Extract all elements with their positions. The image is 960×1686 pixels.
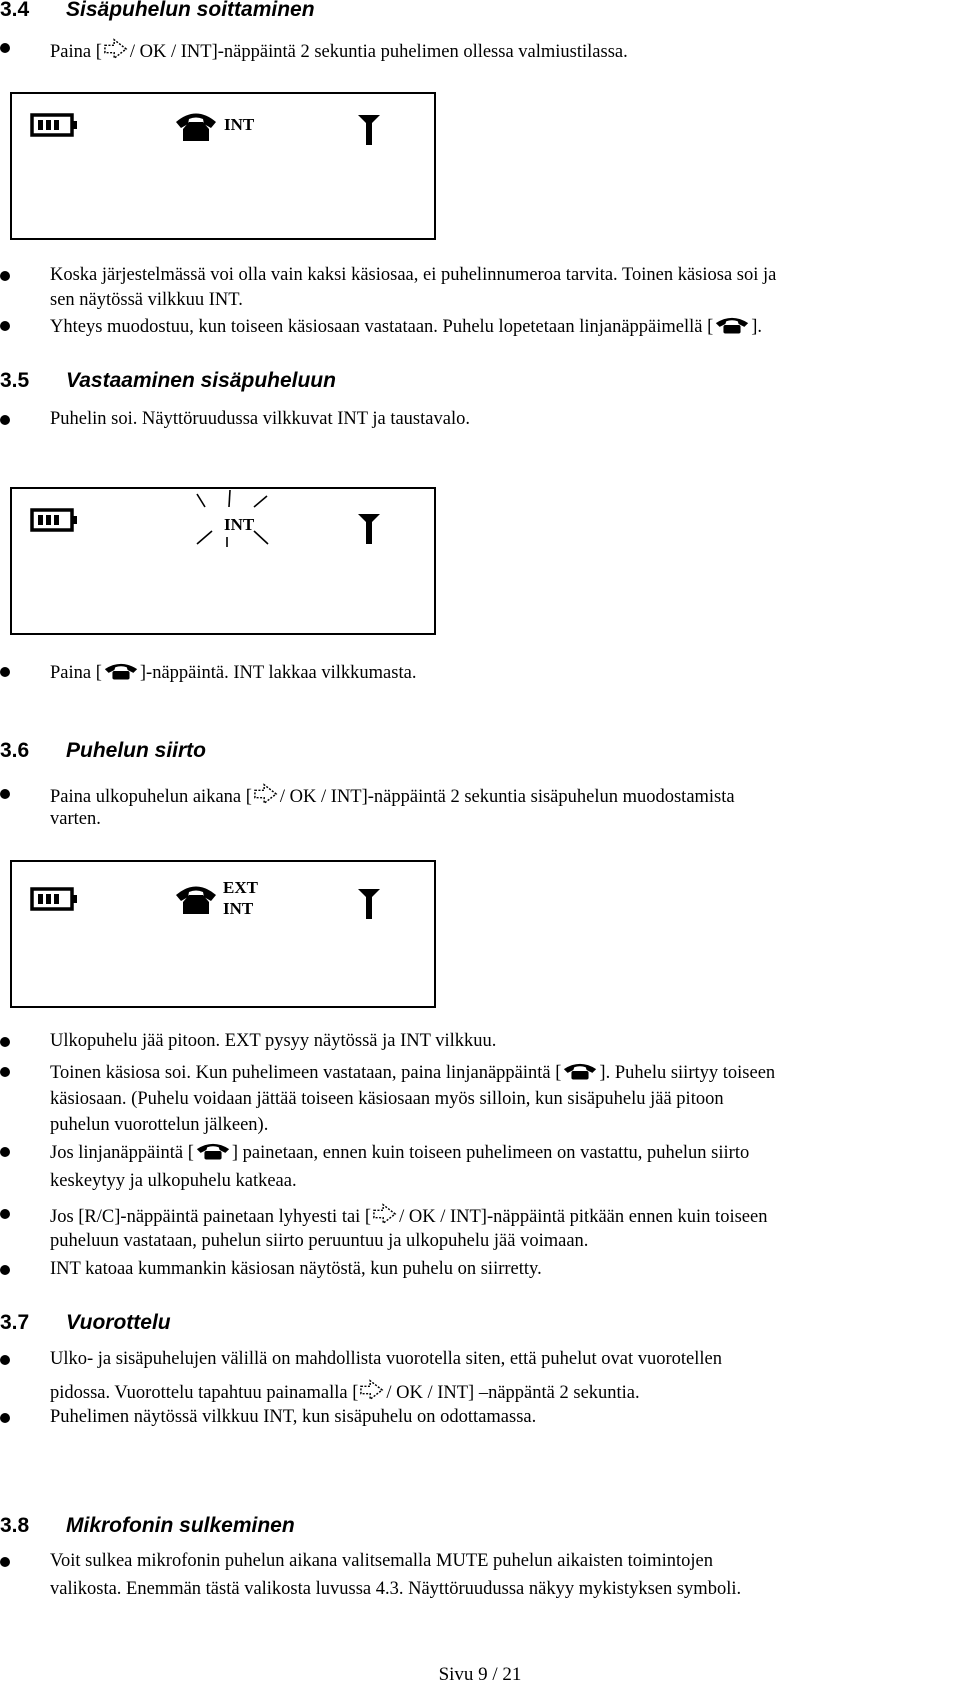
text-run: / OK / INT]-näppäintä 2 sekuntia sisäpuhelun muodostamista: [279, 787, 735, 807]
paragraph-line: [50, 660, 416, 684]
bullet-dot: [0, 1413, 10, 1423]
telephone-handset-icon: [194, 1140, 232, 1162]
section-title: Puhelun siirto: [66, 739, 207, 762]
bullet-dot: [0, 1209, 10, 1219]
display-ext-label: EXT: [223, 878, 258, 897]
text-run: Toinen käsiosa soi. Kun puhelimeen vastataan, paina linjanäppäintä [: [50, 1063, 562, 1083]
display-int-label: INT: [224, 515, 255, 534]
section-number: 3.5: [0, 369, 30, 392]
antenna-icon: [357, 511, 381, 545]
menu-arrow-icon: [102, 37, 130, 61]
paragraph-line: käsiosaan. (Puhelu voidaan jättää toiseen käsiosaan myös silloin, kun sisäpuhelu jää pitoon: [50, 1089, 724, 1109]
telephone-handset-icon: [174, 109, 218, 143]
section-title: Vastaaminen sisäpuheluun: [66, 369, 336, 392]
text-run: ] painetaan, ennen kuin toiseen puhelimeen on vastattu, puhelun siirto: [231, 1143, 750, 1163]
paragraph-line: puhelun vuorottelun jälkeen).: [50, 1115, 269, 1135]
section-title: Sisäpuhelun soittaminen: [66, 0, 315, 21]
text-run: ].: [751, 317, 763, 337]
lcd-display-transfer: [10, 860, 436, 1008]
battery-icon: [29, 112, 79, 138]
flashing-rays-icon: [172, 489, 272, 559]
paragraph-line: varten.: [50, 809, 101, 829]
battery-icon: [29, 507, 79, 533]
bullet-dot: [0, 1355, 10, 1365]
section-number: 3.4: [0, 0, 30, 21]
section-heading-3-8: [0, 1514, 295, 1538]
menu-arrow-icon: [371, 1202, 399, 1226]
paragraph-line: [50, 37, 628, 63]
paragraph-line: puheluun vastataan, puhelun siirto peruuntuu ja ulkopuhelu jää voimaan.: [50, 1231, 589, 1251]
menu-arrow-icon: [358, 1378, 386, 1402]
section-heading-3-4: [0, 0, 315, 22]
bullet-dot: [0, 43, 10, 53]
antenna-icon: [357, 886, 381, 920]
paragraph-line: valikosta. Enemmän tästä valikosta luvussa 4.3. Näyttöruudussa näkyy mykistyksen symboli.: [50, 1579, 742, 1599]
paragraph-line: Ulko- ja sisäpuhelujen välillä on mahdollista vuorotella siten, että puhelut ovat vuorotellen: [50, 1349, 723, 1369]
menu-arrow-icon: [252, 782, 280, 806]
paragraph-line: [50, 782, 735, 808]
text-run: / OK / INT] –näppäntä 2 sekuntia.: [386, 1383, 640, 1403]
text-run: Paina ulkopuhelun aikana [: [50, 787, 252, 807]
page-number-footer: Sivu 9 / 21: [438, 1664, 522, 1685]
telephone-handset-icon: [174, 882, 218, 916]
bullet-dot: [0, 1067, 10, 1077]
section-number: 3.8: [0, 1514, 30, 1537]
battery-icon: [29, 886, 79, 912]
paragraph-line: sen näytössä vilkkuu INT.: [50, 290, 243, 310]
text-run: Paina [: [50, 42, 102, 62]
paragraph-line: [50, 1202, 767, 1228]
bullet-dot: [0, 789, 10, 799]
paragraph-line: Puhelimen näytössä vilkkuu INT, kun sisäpuhelu on odottamassa.: [50, 1407, 537, 1427]
paragraph-line: [50, 1060, 775, 1084]
bullet-dot: [0, 1557, 10, 1567]
paragraph-line: [50, 1140, 749, 1164]
text-run: Yhteys muodostuu, kun toiseen käsiosaan vastataan. Puhelu lopetetaan linjanäppäimellä [: [50, 317, 714, 337]
text-run: Paina [: [50, 663, 102, 683]
display-int-label: INT: [223, 899, 254, 918]
paragraph-line: Ulkopuhelu jää pitoon. EXT pysyy näytössä ja INT vilkkuu.: [50, 1031, 497, 1051]
display-int-label: INT: [224, 115, 255, 134]
text-run: ]. Puhelu siirtyy toiseen: [599, 1063, 776, 1083]
lcd-display-ringing-int: [10, 487, 436, 635]
section-number: 3.6: [0, 739, 30, 762]
section-heading-3-6: [0, 739, 206, 763]
text-run: pidossa. Vuorottelu tapahtuu painamalla [: [50, 1383, 359, 1403]
paragraph-line: INT katoaa kummankin käsiosan näytöstä, kun puhelu on siirretty.: [50, 1259, 542, 1279]
section-heading-3-7: [0, 1311, 171, 1335]
bullet-dot: [0, 321, 10, 331]
section-title: Vuorottelu: [66, 1311, 171, 1334]
paragraph-line: [50, 314, 762, 338]
text-run: / OK / INT]-näppäintä pitkään ennen kuin toiseen: [399, 1207, 768, 1227]
antenna-icon: [357, 112, 381, 146]
telephone-handset-icon: [713, 314, 751, 336]
bullet-dot: [0, 1147, 10, 1157]
bullet-dot: [0, 1265, 10, 1275]
telephone-handset-icon: [102, 660, 140, 682]
paragraph-line: [50, 1378, 640, 1404]
section-heading-3-5: [0, 369, 336, 393]
text-run: Jos [R/C]-näppäintä painetaan lyhyesti tai [: [50, 1207, 372, 1227]
paragraph-line: Koska järjestelmässä voi olla vain kaksi käsiosaa, ei puhelinnumeroa tarvita. Toinen käsiosa soi ja: [50, 265, 777, 285]
text-run: Jos linjanäppäintä [: [50, 1143, 194, 1163]
bullet-dot: [0, 415, 10, 425]
bullet-dot: [0, 1037, 10, 1047]
paragraph-line: Voit sulkea mikrofonin puhelun aikana valitsemalla MUTE puhelun aikaisten toimintojen: [50, 1551, 713, 1571]
telephone-handset-icon: [561, 1060, 599, 1082]
text-run: ]-näppäintä. INT lakkaa vilkkumasta.: [139, 663, 417, 683]
section-number: 3.7: [0, 1311, 30, 1334]
paragraph-line: keskeytyy ja ulkopuhelu katkeaa.: [50, 1171, 297, 1191]
bullet-dot: [0, 271, 10, 281]
text-run: / OK / INT]-näppäintä 2 sekuntia puhelimen ollessa valmiustilassa.: [129, 42, 628, 62]
section-title: Mikrofonin sulkeminen: [66, 1514, 295, 1537]
lcd-display-idle-int: [10, 92, 436, 240]
bullet-dot: [0, 667, 10, 677]
paragraph-line: Puhelin soi. Näyttöruudussa vilkkuvat INT ja taustavalo.: [50, 409, 470, 429]
